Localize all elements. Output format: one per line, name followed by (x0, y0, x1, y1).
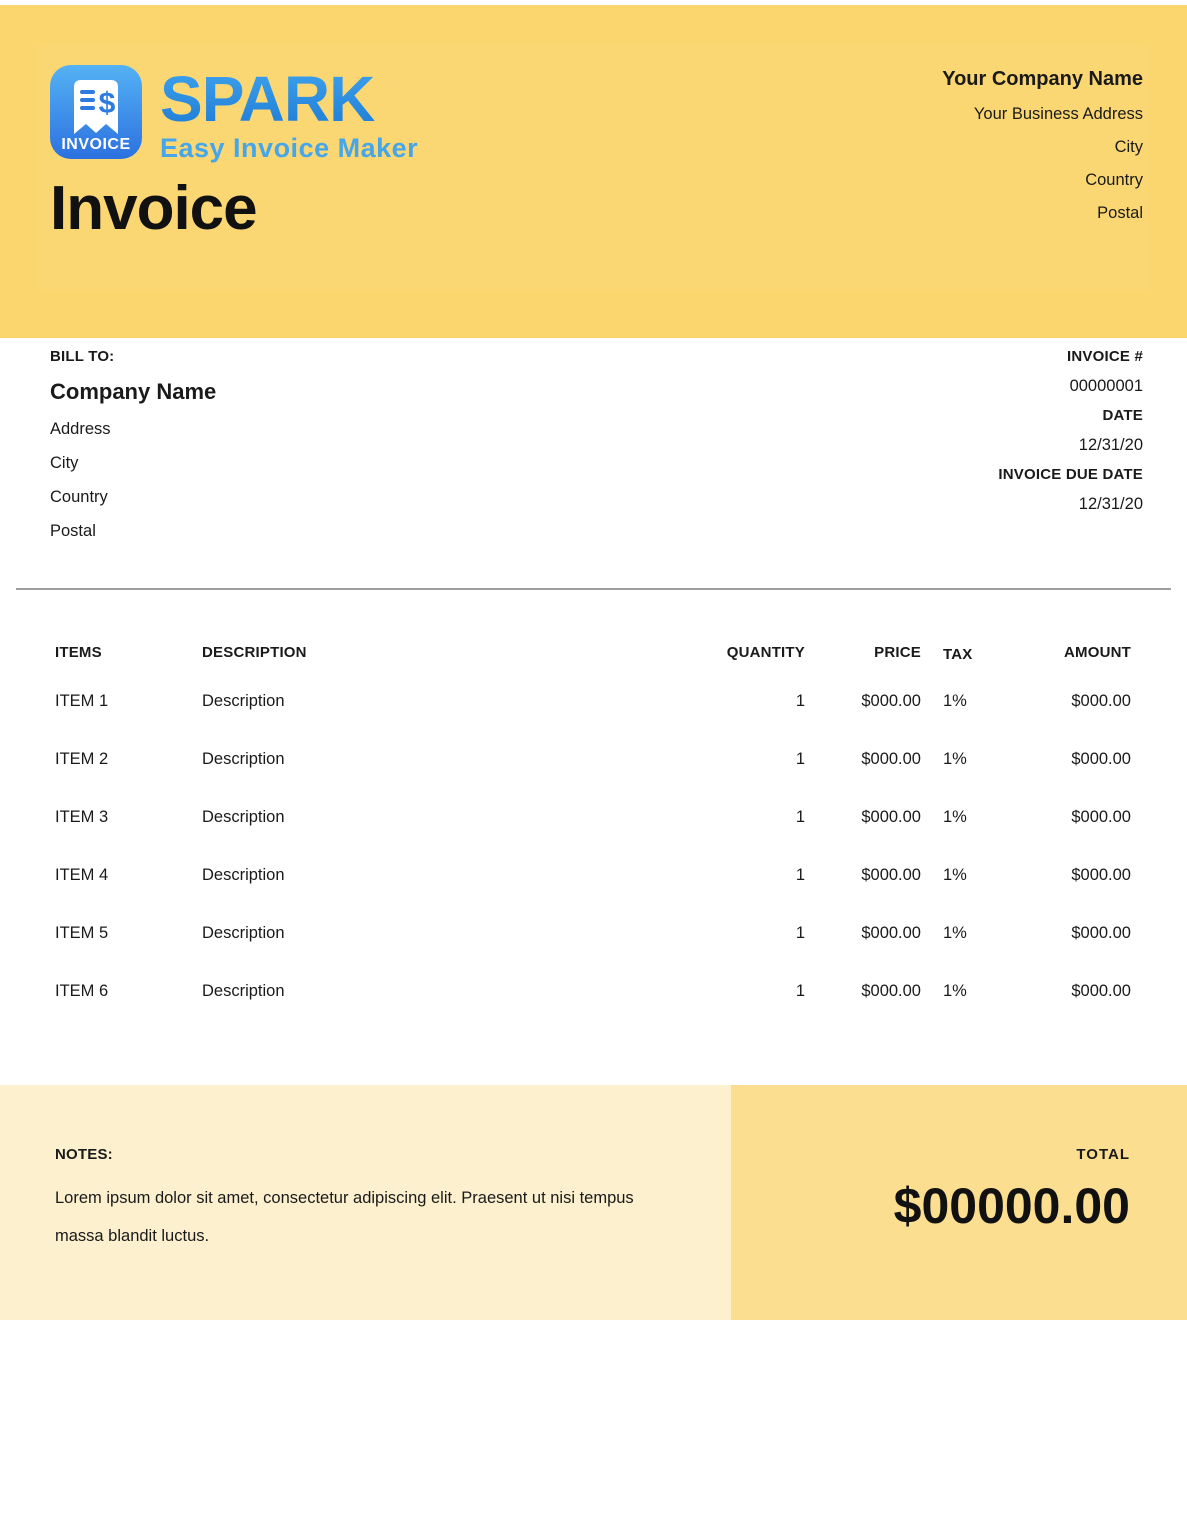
table-row (55, 923, 1131, 943)
client-company-name: Company Name (50, 379, 217, 404)
cell-item: ITEM 3 (55, 808, 109, 826)
invoice-number-value: 00000001 (1069, 377, 1143, 395)
invoice-header (0, 5, 1187, 338)
cell-quantity: 1 (795, 750, 805, 768)
cell-description: Description (202, 808, 285, 826)
cell-description: Description (202, 924, 285, 942)
billing-section (0, 338, 1187, 588)
table-row (55, 807, 1131, 827)
cell-item: ITEM 1 (55, 692, 109, 710)
total-box (731, 1085, 1187, 1320)
header-amount: AMOUNT (1063, 644, 1131, 661)
sender-company-block (942, 67, 1143, 223)
cell-tax: 1% (943, 808, 967, 826)
header-quantity: QUANTITY (726, 644, 805, 661)
invoice-number-label: INVOICE # (1067, 348, 1143, 365)
cell-amount: $000.00 (1071, 750, 1131, 768)
cell-tax: 1% (943, 866, 967, 884)
client-address: Address (50, 420, 111, 438)
items-table-header (55, 643, 1131, 663)
cell-description: Description (202, 692, 285, 710)
cell-quantity: 1 (795, 924, 805, 942)
cell-tax: 1% (943, 924, 967, 942)
invoice-date-label: DATE (1102, 407, 1143, 424)
cell-tax: 1% (943, 982, 967, 1000)
cell-amount: $000.00 (1071, 982, 1131, 1000)
brand-wordmark: SPARK (160, 67, 418, 131)
table-row (55, 981, 1131, 1001)
notes-label: NOTES: (55, 1146, 113, 1163)
icon-invoice-label: INVOICE (61, 136, 131, 153)
bill-to-block (50, 348, 216, 541)
client-city: City (50, 454, 79, 472)
cell-item: ITEM 4 (55, 866, 109, 884)
cell-item: ITEM 5 (55, 924, 109, 942)
invoice-meta-block (998, 348, 1143, 514)
cell-description: Description (202, 982, 285, 1000)
notes-box (0, 1085, 731, 1320)
sender-address: Your Business Address (973, 105, 1143, 123)
cell-price: $000.00 (861, 692, 921, 710)
cell-item: ITEM 6 (55, 982, 109, 1000)
brand-logo (50, 65, 418, 164)
invoice-receipt-icon (50, 65, 142, 162)
total-label: TOTAL (1076, 1146, 1130, 1163)
client-country: Country (50, 488, 108, 506)
table-row (55, 865, 1131, 885)
svg-text:$: $ (98, 87, 116, 120)
cell-item: ITEM 2 (55, 750, 109, 768)
cell-tax: 1% (943, 692, 967, 710)
header-description: DESCRIPTION (202, 644, 307, 661)
cell-quantity: 1 (795, 808, 805, 826)
cell-price: $000.00 (861, 808, 921, 826)
cell-quantity: 1 (795, 692, 805, 710)
cell-price: $000.00 (861, 924, 921, 942)
summary-section (0, 1085, 1187, 1320)
client-postal: Postal (50, 522, 96, 540)
brand-tagline: Easy Invoice Maker (160, 133, 419, 163)
page-title: Invoice (50, 174, 257, 243)
invoice-due-date-value: 12/31/20 (1078, 495, 1143, 513)
cell-amount: $000.00 (1071, 924, 1131, 942)
invoice-date-value: 12/31/20 (1078, 436, 1143, 454)
cell-tax: 1% (943, 750, 967, 768)
sender-postal: Postal (1097, 204, 1143, 222)
cell-description: Description (202, 750, 285, 768)
cell-amount: $000.00 (1071, 866, 1131, 884)
sender-company-name: Your Company Name (942, 68, 1143, 90)
sender-country: Country (1085, 171, 1143, 189)
cell-quantity: 1 (795, 982, 805, 1000)
items-table-body (55, 691, 1131, 1001)
header-price: PRICE (874, 644, 921, 661)
header-items: ITEMS (55, 644, 102, 661)
cell-price: $000.00 (861, 750, 921, 768)
cell-amount: $000.00 (1071, 808, 1131, 826)
total-amount: $00000.00 (893, 1178, 1130, 1234)
section-divider (16, 588, 1171, 590)
table-row (55, 749, 1131, 769)
table-row (55, 691, 1131, 711)
cell-price: $000.00 (861, 982, 921, 1000)
cell-description: Description (202, 866, 285, 884)
cell-quantity: 1 (795, 866, 805, 884)
invoice-due-date-label: INVOICE DUE DATE (998, 466, 1143, 483)
sender-city: City (1114, 138, 1143, 156)
items-table (0, 643, 1187, 1001)
notes-text: Lorem ipsum dolor sit amet, consectetur adipiscing elit. Praesent ut nisi tempus massa blandit luctus. (55, 1189, 634, 1245)
cell-amount: $000.00 (1071, 692, 1131, 710)
header-tax: TAX (943, 646, 973, 663)
brand-text (160, 65, 418, 164)
bill-to-label: BILL TO: (50, 348, 115, 365)
cell-price: $000.00 (861, 866, 921, 884)
